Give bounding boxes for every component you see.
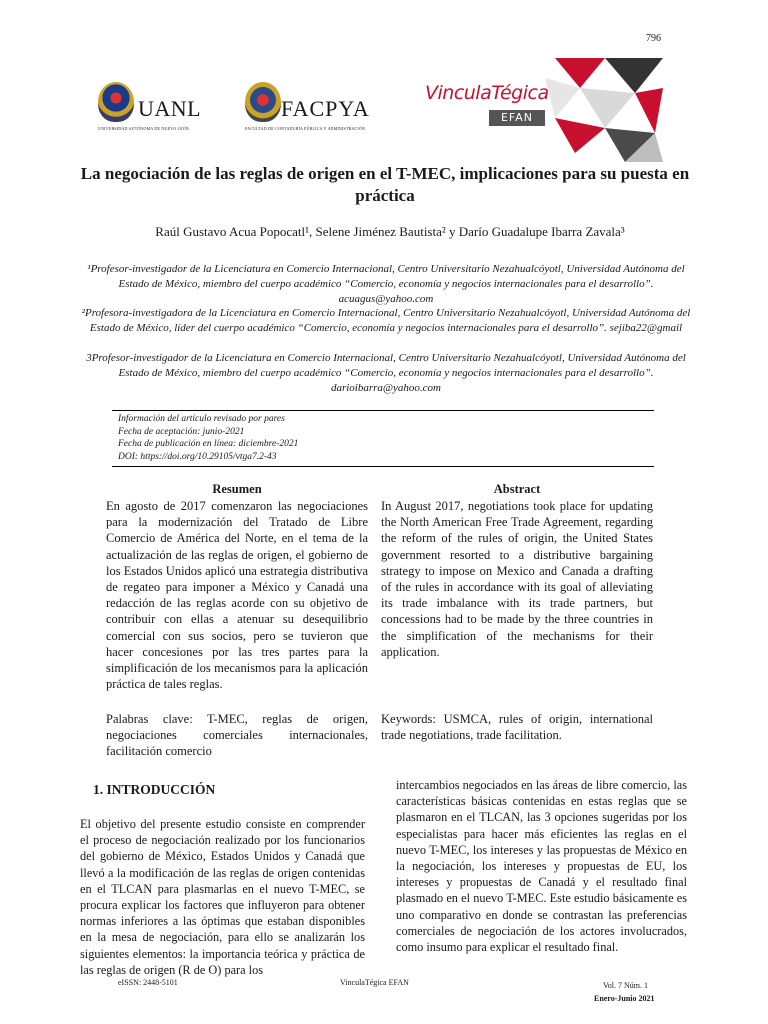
affiliation-3: 3Profesor-investigador de la Licenciatura en Comercio Internacional, Centro Universitario Nezahualcóyotl, Universidad Autónoma del Estado de México, miembro del cuerpo académico “Comercio, economía y negocios internacionales para el desarrollo”. darioibarra@yahoo.com: [86, 352, 686, 394]
efan-badge: EFAN: [489, 110, 545, 126]
facpya-name: FACPYA: [281, 96, 370, 121]
uanl-seal-icon: [98, 82, 134, 122]
page-number: 796: [646, 33, 661, 44]
abstract-heading: Abstract: [493, 482, 541, 496]
article-info-box: [112, 410, 654, 467]
article-doi: DOI: https://doi.org/10.29105/vtga7.2-43: [118, 451, 277, 462]
article-info-line: Información del artículo revisado por pares: [118, 414, 285, 424]
abstract-body: In August 2017, negotiations took place for updating the North American Free Trade Agreement, regarding the reform of the rules of origin, the United States government resorted to a distributive bargaining strategy to impose on Mexico and Canada a drafting of the rules in accordance with its goal of alleviating its trade imbalance with its trade partners, but concessions had to be made by the three countries in the simplification of the mechanisms for their application.: [381, 499, 653, 659]
vinculategica-wordmark: VinculaTégica: [425, 82, 549, 104]
footer-volume: Vol. 7 Núm. 1: [603, 981, 648, 990]
logo-uanl: [98, 80, 208, 132]
footer-issn: eISSN: 2448-5101: [118, 978, 178, 987]
footer-period: Enero-Junio 2021: [594, 994, 655, 1003]
resumen-body: En agosto de 2017 comenzaron las negociaciones para la modernización del Tratado de Libre Comercio de América del Norte, en el tema de la actualización de las reglas de origen, el gobierno de los Estados Unidos aplicó una estrategia distributiva de regateo para imponer a México y Canadá una redacción de las reglas acorde con su objetivo de contribuir con ellas a atenuar su desequilibrio comercial con sus socios, pero se tuvieron que hacer concesiones por las tres partes para la simplificación de los mecanismos para la aplicación práctica de tales reglas.: [106, 499, 368, 692]
resumen-keywords: Palabras clave: T-MEC, reglas de origen, negociaciones comerciales internacionales, facilitación comercio: [106, 712, 368, 759]
article-info-line: Fecha de publicación en línea: diciembre-2021: [118, 439, 299, 449]
affiliation-2: ²Profesora-investigadora de la Licenciatura en Comercio Internacional, Centro Universitario Nezahualcóyotl, Universidad Autónoma del Estado de México, líder del cuerpo académico “Comercio, economía y negocios internacionales para el desarrollo”. sejiba22@gmail: [81, 307, 691, 334]
uanl-name: UANL: [138, 96, 202, 121]
abstract-keywords: Keywords: USMCA, rules of origin, international trade negotiations, trade facilitation.: [381, 712, 653, 743]
resumen-heading: Resumen: [212, 482, 262, 496]
article-info-line: Fecha de aceptación: junio-2021: [118, 426, 245, 437]
footer-journal: VinculaTégica EFAN: [340, 978, 409, 987]
intro-right-column: intercambios negociados en las áreas de libre comercio, las características básicas contenidas en estas reglas que se plasmaron en el TLCAN, las 3 opciones sugeridas por los especialistas para hacer más eficientes las reglas en el nuevo T-MEC, los intereses y las propuestas de México en la negociación, los intereses y propuestas de EU, los intereses y propuestas de Canadá y el resultado final plasmado en el nuevo T-MEC. Este estudio básicamente es uno comparativo en donde se contrastan las preferencias comerciales de negociación de los actores involucrados, como insumo para explicar el resultado final.: [396, 778, 687, 955]
logo-facpya: [245, 78, 385, 132]
geometric-triangles-icon: [545, 58, 665, 163]
paper-title: La negociación de las reglas de origen en el T-MEC, implicaciones para su puesta en práctica: [80, 164, 690, 205]
facpya-seal-icon: [245, 82, 281, 122]
author-list: Raúl Gustavo Acua Popocatl¹, Selene Jiménez Bautista² y Darío Guadalupe Ibarra Zavala³: [155, 224, 625, 239]
facpya-subtitle: FACULTAD DE CONTADURÍA PÚBLICA Y ADMINISTRACIÓN: [245, 126, 366, 131]
logo-vinculategica: [425, 58, 665, 163]
section-heading-introduccion: 1. INTRODUCCIÓN: [93, 782, 216, 797]
uanl-subtitle: UNIVERSIDAD AUTÓNOMA DE NUEVO LEÓN: [98, 126, 190, 131]
intro-left-column: El objetivo del presente estudio consiste en comprender el proceso de negociación realizado por los funcionarios del gobierno de México, Estados Unidos y Canadá que llevó a la modificación de las reglas de origen contenidas en el TLCAN para plasmarlas en el nuevo T-MEC, se procura explicar los factores que influyeron para obtener normas inferiores a las óptimas que estaban disponibles en la mesa de negociación, para ello se analizarán los siguientes elementos: la importancia teórica y práctica de las reglas de origen (R de O) para los: [80, 817, 365, 977]
affiliation-1: ¹Profesor-investigador de la Licenciatura en Comercio Internacional, Centro Universitario Nezahualcóyotl, Universidad Autónoma del Estado de México, miembro del cuerpo académico “Comercio, economía y negocios internacionales para el desarrollo”. acuagus@yahoo.com: [87, 263, 685, 305]
